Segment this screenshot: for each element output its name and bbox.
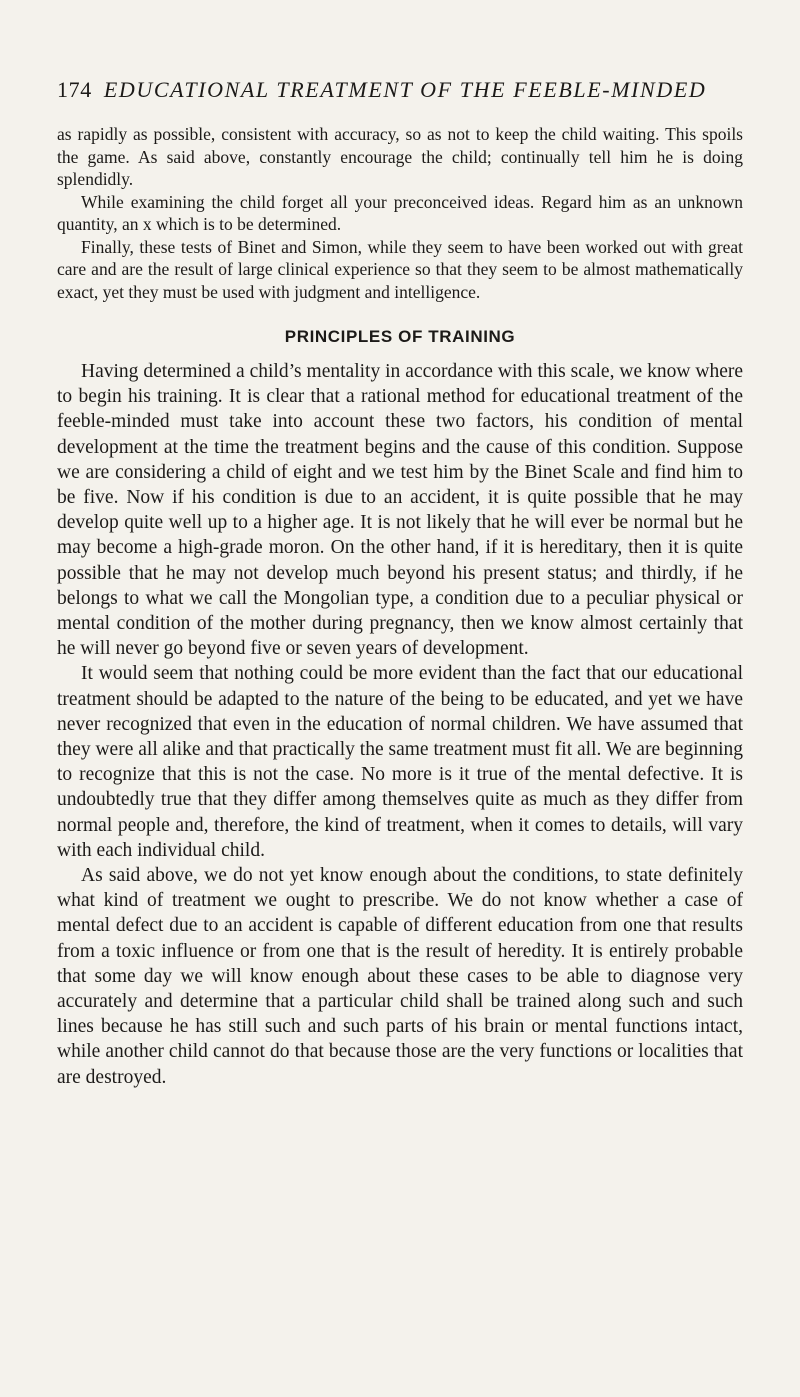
section-text-block: [57, 359, 743, 1090]
section-paragraph-1: Having determined a child’s mentality in accordance with this scale, we know where to begin his training. It is clear that a rational method for educational treatment of the feeble-minded must take into account these two factors, his condition of mental development at the time the treatment begins and the cause of this condition. Suppose we are considering a child of eight and we test him by the Binet Scale and find him to be five. Now if his condition is due to an accident, it is quite possible that he may develop quite well up to a higher age. It is not likely that he will ever be normal but he may become a high-grade moron. On the other hand, if it is hereditary, then it is quite possible that he may not develop much beyond his present status; and thirdly, if he belongs to what we call the Mongolian type, a condition due to a peculiar physical or mental condition of the mother during pregnancy, then we know almost certainly that he will never go beyond five or seven years of development.: [57, 361, 743, 660]
section-paragraph-2: It would seem that nothing could be more evident than the fact that our educational treatment should be adapted to the nature of the being to be educated, and yet we have never recognized that even in the education of normal children. We have assumed that they were all alike and that practically the same treatment must fit all. We are beginning to recognize that this is not the case. No more is it true of the mental defective. It is undoubtedly true that they differ among themselves quite as much as they differ from normal people and, therefore, the kind of treatment, when it comes to details, will vary with each individual child.: [57, 663, 743, 861]
intro-paragraph-2: While examining the child forget all your preconceived ideas. Regard him as an unknown quantity, an x which is to be determined.: [57, 191, 743, 234]
page-number: 174: [57, 77, 92, 102]
intro-paragraph-1: as rapidly as possible, consistent with accuracy, so as not to keep the child waiting. This spoils the game. As said above, constantly encourage the child; continually tell him he is doing splendidly.: [57, 124, 743, 189]
running-header: [57, 76, 757, 104]
section-paragraph-3: As said above, we do not yet know enough about the conditions, to state definitely what kind of treatment we ought to prescribe. We do not know whether a case of mental defect due to an accident is capable of different education from one that results from a toxic influence or from one that is the result of heredity. It is entirely probable that some day we will know enough about these cases to be able to diagnose very accurately and determine that a particular child shall be trained along such and such lines because he has still such and such parts of his brain or mental functions intact, while another child cannot do that because those are the very functions or localities that are destroyed.: [57, 865, 743, 1088]
intro-paragraph-3: Finally, these tests of Binet and Simon, while they seem to have been worked out with great care and are the result of large clinical experience so that they seem to be almost mathematically exact, yet they must be used with judgment and intelligence.: [57, 236, 743, 302]
intro-text-block: [57, 123, 743, 1090]
running-title: EDUCATIONAL TREATMENT OF THE FEEBLE-MINDED: [103, 77, 707, 102]
section-heading: PRINCIPLES OF TRAINING: [284, 327, 516, 346]
